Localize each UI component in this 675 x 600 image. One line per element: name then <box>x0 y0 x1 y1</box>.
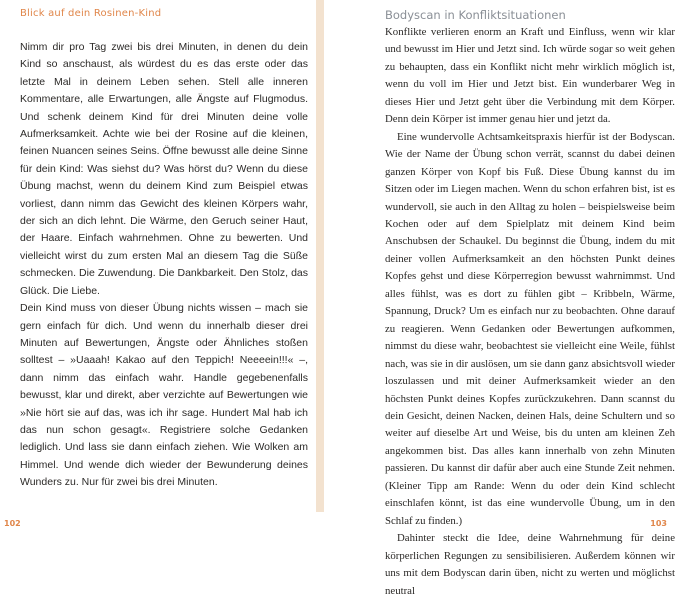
rosinen-kind-box <box>6 0 324 512</box>
body-paragraph-3: Dahinter steckt die Idee, deine Wahrnehmung für deine körperlichen Regungen zu sensibilisieren. Außerdem können wir uns mit dem Bodyscan darin üben, nicht zu werten und möglichst neutral <box>385 532 675 597</box>
main-body <box>385 24 675 600</box>
box-body <box>20 39 308 492</box>
left-page <box>0 0 337 540</box>
box-title: Blick auf dein Rosinen-Kind <box>20 8 162 19</box>
page-number-right: 103 <box>650 519 667 528</box>
box-paragraph-2: Dein Kind muss von dieser Übung nichts wissen – mach sie gern einfach für dich. Und wenn du innerhalb dieser drei Minuten auf Bewertungen, Ängste oder Ähnliches stoßen solltest – »Uaaah! Kakao auf den Teppich! Neeeein!!!« –, dann nimm das einfach wahr. Handle gegebenenfalls bewusst, klar und direkt, aber verzichte auf Bewertungen wie »Nie hört sie auf das, was ich ihr sage. Hundert Mal hab ich das nun schon gesagt«. Registriere solche Gedanken lediglich. Und lass sie dann einfach ziehen. Wie Wolken am Himmel. Und wende dich wieder der Bewunderung deines Wunders zu. Nur für zwei bis drei Minuten. <box>20 302 308 489</box>
box-paragraph-1: Nimm dir pro Tag zwei bis drei Minuten, in denen du dein Kind so anschaust, als würdest du es das erste oder das letzte Mal in deinem Leben sehen. Stell alle inneren Kommentare, alle Erwartungen, alle Ängste auf Flugmodus. Und schenk deinem Kind für drei Minuten deine volle Aufmerksamkeit. Achte wie bei der Rosine auf die kleinen, feinen Nuancen seines Seins. Öffne bewusst alle deine Sinne für dein Kind: Was siehst du? Was hörst du? Wenn du diese Übung machst, wenn du deinem Kind zum Beispiel etwas vorliest, dann nimm das Gewicht des kleinen Körpers wahr, der sich an dich lehnt. Die Wärme, den Geruch seiner Haut, der Haare. Einfach wahrnehmen. Ohne zu bewerten. Und vielleicht wirst du zum ersten Mal an diesem Tag die Süße schmecken. Die Zuwendung. Die Dankbarkeit. Den Stolz, das Glück. Die Liebe. <box>20 41 308 297</box>
box-accent-stripe <box>316 0 324 512</box>
section-title: Bodyscan in Konfliktsituationen <box>385 8 566 22</box>
page-number-left: 102 <box>4 519 21 528</box>
right-page <box>337 0 675 597</box>
body-paragraph-1: Konflikte verlieren enorm an Kraft und Einfluss, wenn wir klar und bewusst im Hier und Jetzt sind. Ich würde sogar so weit gehen zu behaupten, dass ein Konflikt nicht mehr wirklich möglich ist, wenn du voll im Hier und Jetzt bist. Ein wunderbarer Weg in dieses Hier und Jetzt geht über die Verbindung mit dem Körper. Denn dein Körper ist immer genau hier und jetzt da. <box>385 26 675 126</box>
body-paragraph-2: Eine wundervolle Achtsamkeitspraxis hierfür ist der Bodyscan. Wie der Name der Übung schon verrät, scannst du dabei deinen ganzen Körper von Kopf bis Fuß. Diese Übung kannst du im Sitzen oder im Liegen machen. Wenn du schon erfahren bist, ist es wundervoll, sie auch in den Alltag zu holen – beispielsweise beim Kochen oder auf dem Spielplatz mit deinem Kind beim Anschubsen der Schaukel. Du beginnst die Übung, indem du mit deiner vollen Aufmerksamkeit an den höchsten Punkt deines Kopfes gehst und diese Körperregion bewusst wahrnimmst. Und alles fühlst, was es dort zu fühlen gibt – Kribbeln, Wärme, Spannung, Druck? Um es einfach nur zu beobachten. Ohne darauf zu reagieren. Wenn Gedanken oder Bewertungen aufkommen, nimmst du diese wahr, beobachtest sie vielleicht eine Weile, fühlst nach, was sie in dir auslösen, um sie dann ganz absichtsvoll wieder loszulassen und mit deiner Aufmerksamkeit wieder an den höchsten Punkt deines Kopfes zurückzukehren. Dann scannst du dein Gesicht, deinen Nacken, deinen Hals, deine Schultern und so weiter auf dieselbe Art und Weise, bis du unten am kleinen Zeh angekommen bist. Das alles kann innerhalb von zehn Minuten passieren. Du kannst dir dafür aber auch eine Stunde Zeit nehmen. (Kleiner Tipp am Rande: Wenn du oder dein Kind schlecht einschlafen könnt, ist das eine wundervolle Übung, um in den Schlaf zu finden.) <box>385 130 675 527</box>
